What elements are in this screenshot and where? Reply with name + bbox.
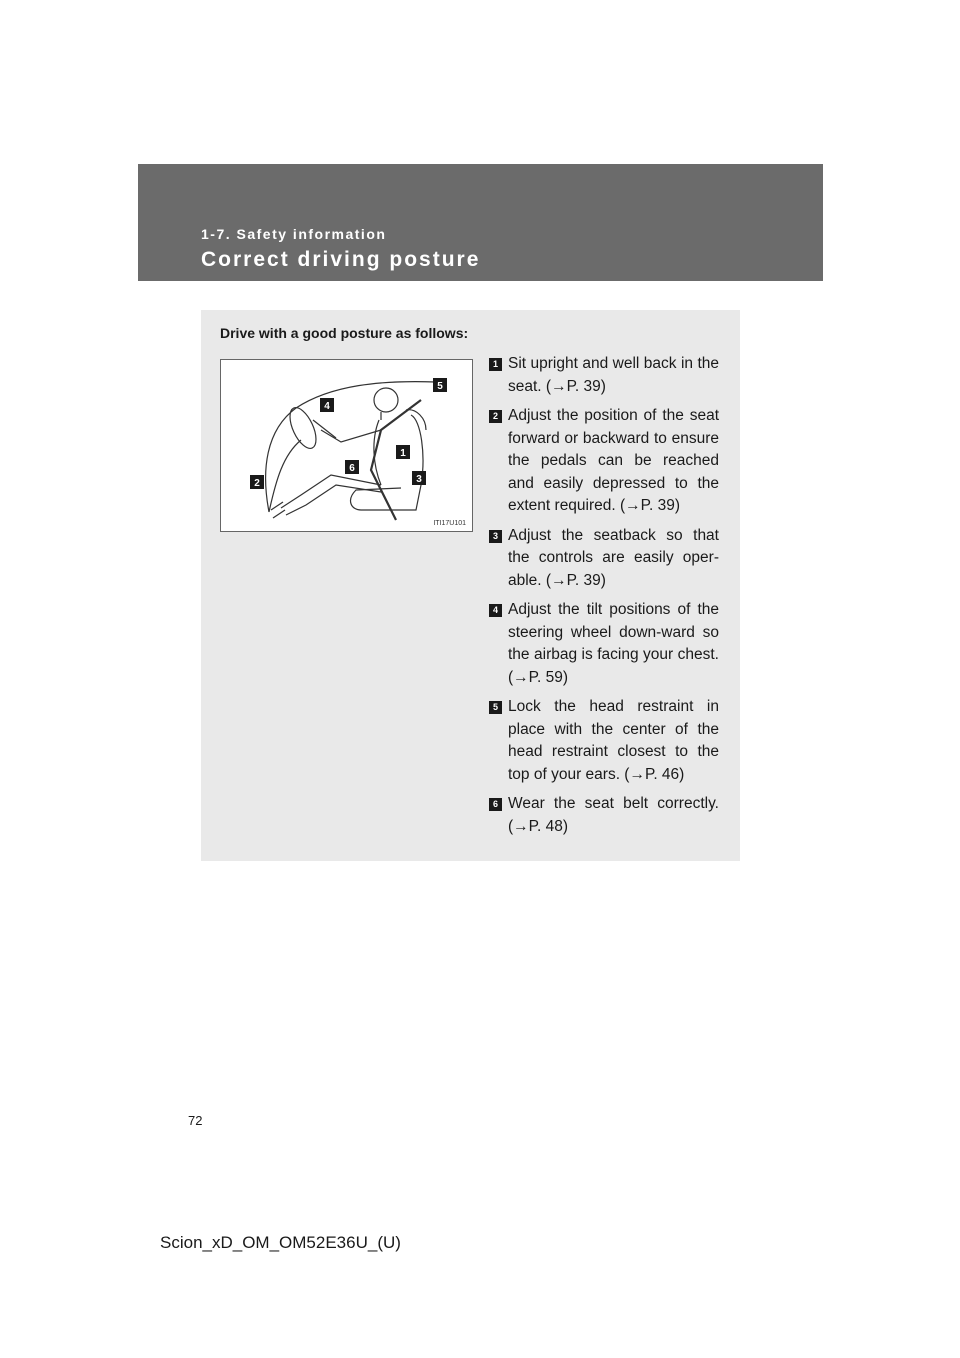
figure-code: ITI17U101: [433, 520, 466, 527]
section-header: [138, 164, 823, 281]
step-item: [489, 696, 719, 786]
posture-panel: [201, 310, 740, 861]
step-number: 2: [489, 410, 502, 423]
posture-steps: [489, 353, 719, 845]
step-text: Adjust the seatback so that the controls are easily oper-able. (→P. 39): [508, 526, 719, 589]
driver-seat-drawing: [221, 360, 472, 531]
step-item: [489, 525, 719, 593]
step-number: 6: [489, 798, 502, 811]
step-text: Wear the seat belt correctly. (→P. 48): [508, 795, 719, 835]
document-code: Scion_xD_OM_OM52E36U_(U): [160, 1233, 401, 1252]
step-text: Adjust the position of the seat forward or backward to ensure the pedals can be reached and easily depressed to the extent required. (→P. 39): [508, 407, 719, 514]
step-text: Lock the head restraint in place with the center of the head restraint closest to the top of your ears. (→P. 46): [508, 698, 719, 783]
posture-illustration: [220, 359, 473, 532]
callout-5-label: 5: [437, 381, 443, 392]
step-item: [489, 793, 719, 838]
callout-2-label: 2: [254, 478, 260, 489]
callout-6-label: 6: [349, 463, 355, 474]
step-number: 5: [489, 701, 502, 714]
callout-4-label: 4: [324, 401, 330, 412]
step-text: Sit upright and well back in the seat. (→P. 39): [508, 355, 719, 395]
callout-3-label: 3: [416, 474, 422, 485]
step-number: 3: [489, 530, 502, 543]
intro-text: Drive with a good posture as follows:: [220, 325, 469, 341]
step-item: [489, 353, 719, 398]
callout-1-label: 1: [400, 448, 406, 459]
section-label: 1-7. Safety information: [201, 226, 387, 242]
page-number: 72: [188, 1113, 203, 1128]
step-number: 1: [489, 358, 502, 371]
step-item: [489, 599, 719, 689]
step-number: 4: [489, 604, 502, 617]
page-title: Correct driving posture: [201, 248, 481, 271]
step-text: Adjust the tilt positions of the steering wheel down-ward so the airbag is facing your chest. (→P. 59): [508, 601, 719, 686]
step-item: [489, 405, 719, 518]
